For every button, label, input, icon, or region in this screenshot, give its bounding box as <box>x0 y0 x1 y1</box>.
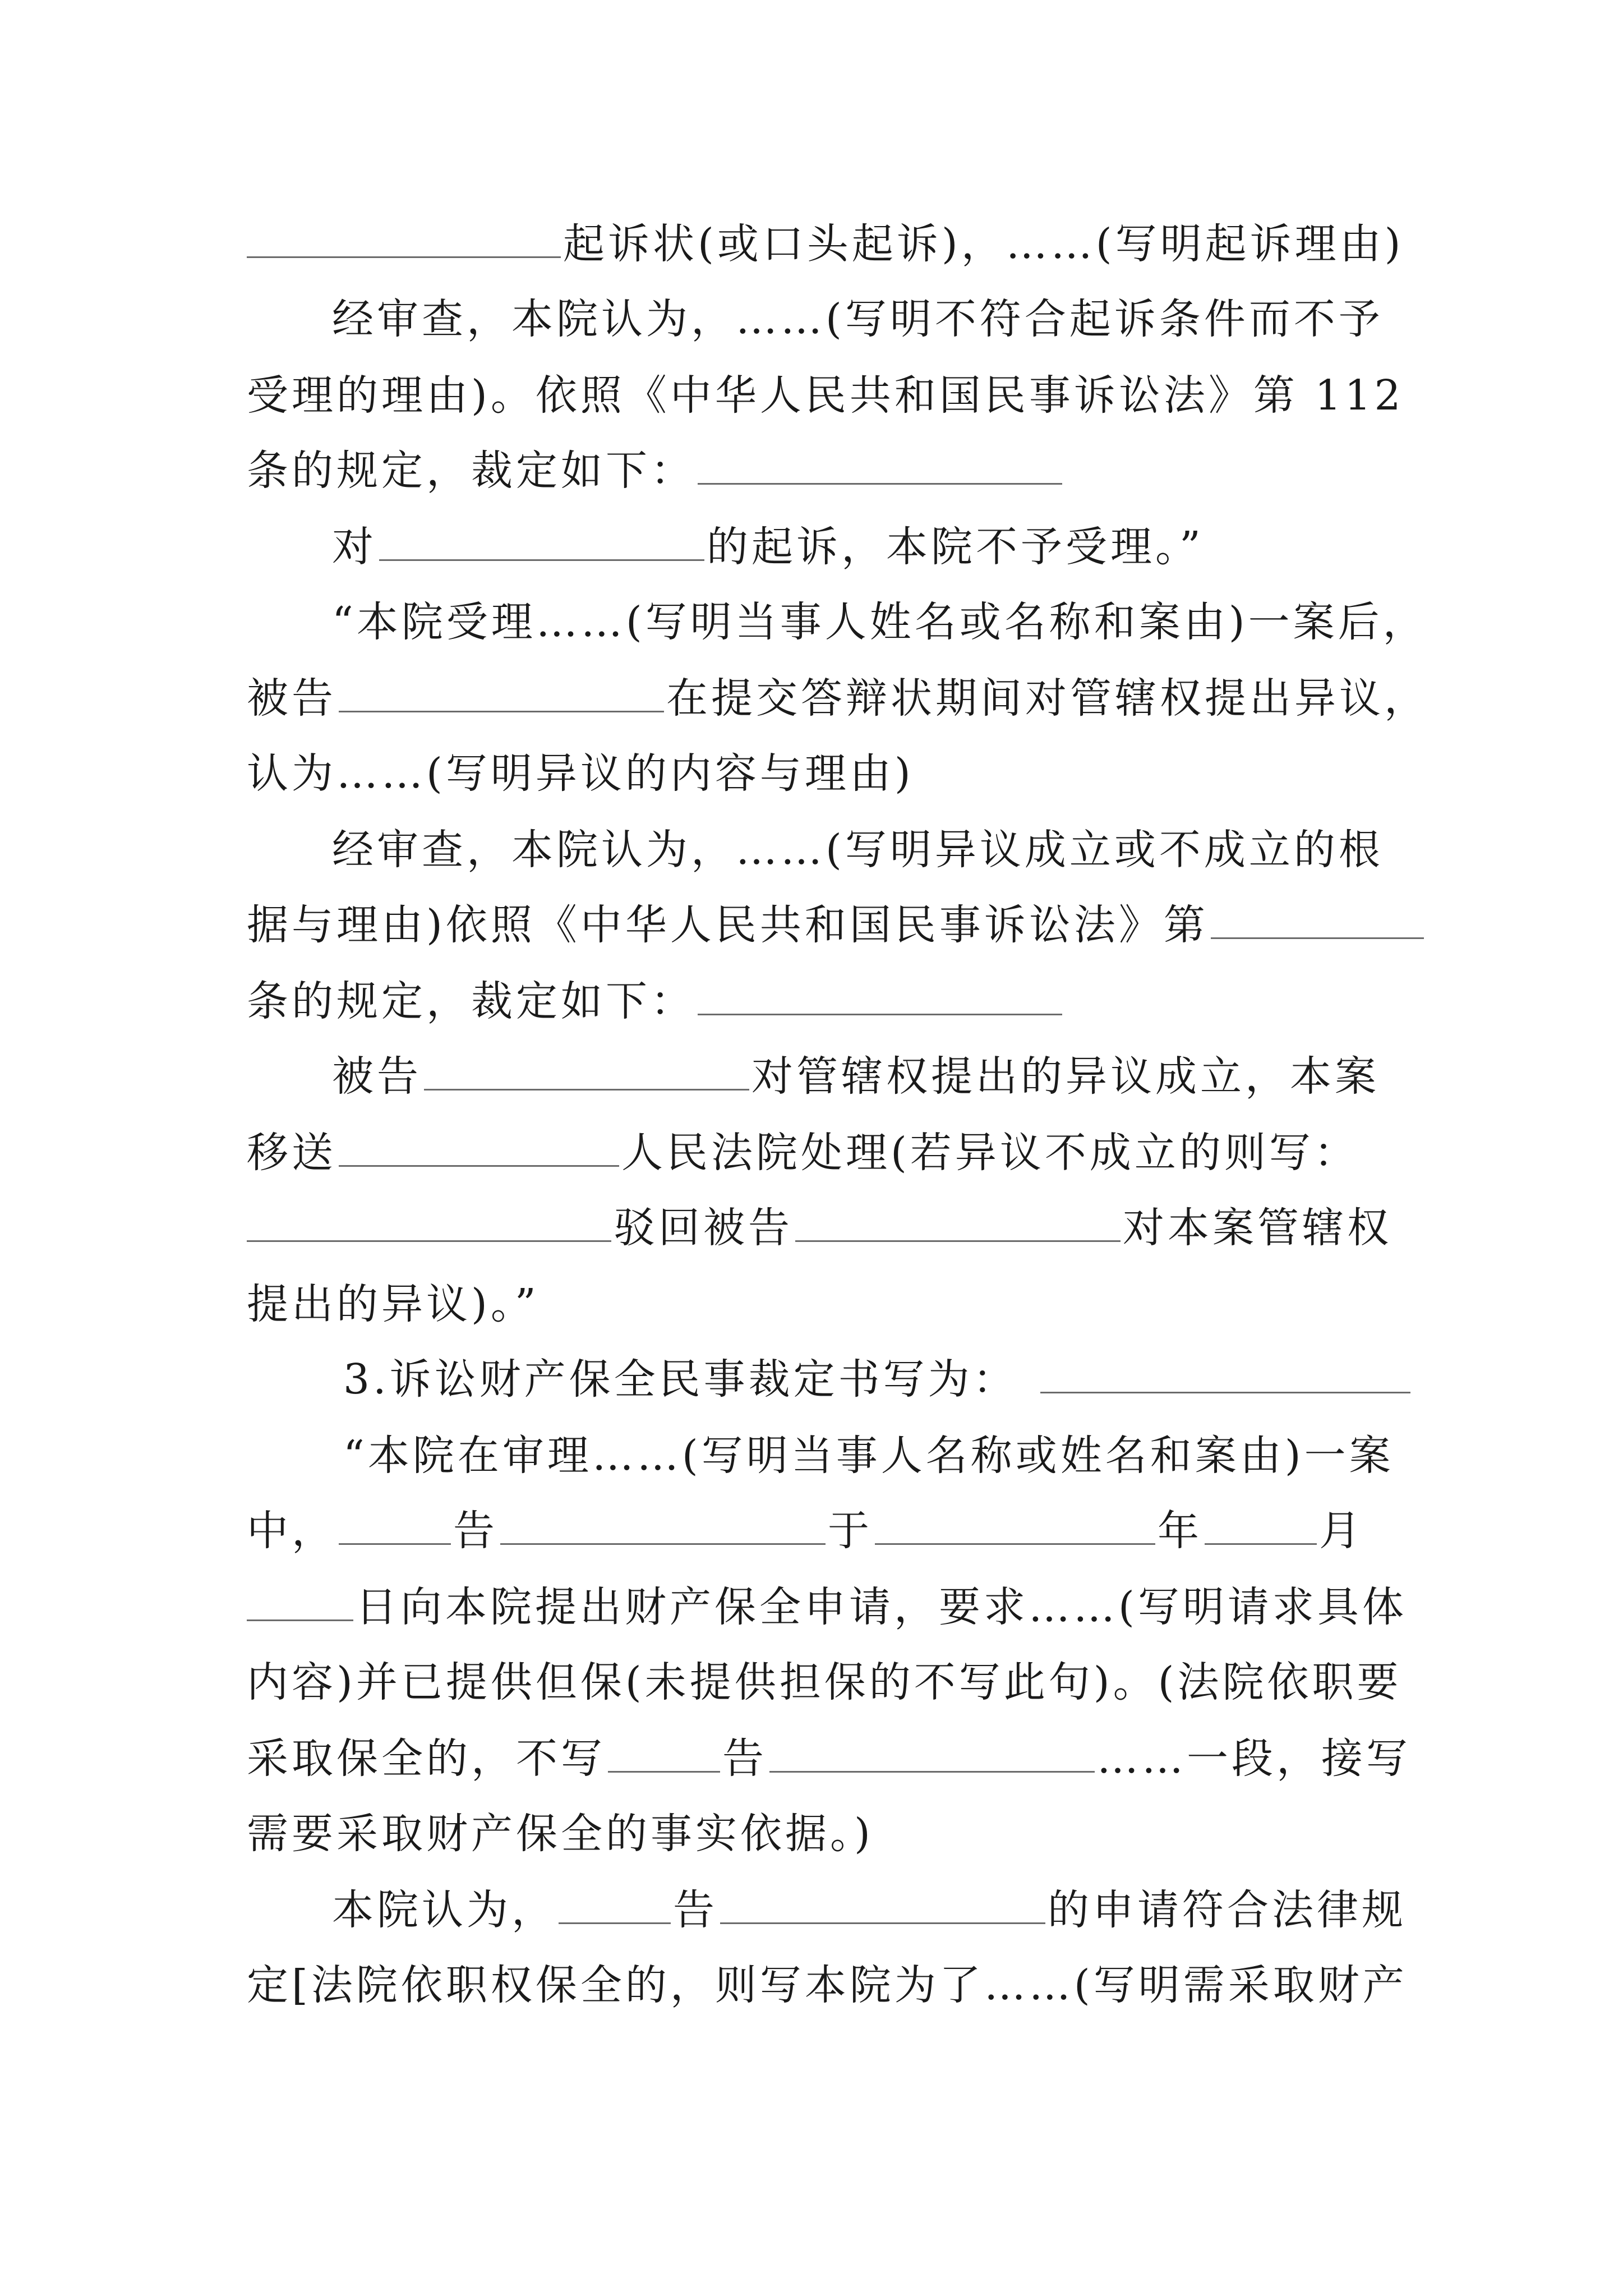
line-text: 条的规定，裁定如下： <box>247 447 695 495</box>
line-text: 内容)并已提供但保(未提供担保的不写此句)。(法院依职要 <box>247 1658 1402 1706</box>
text-line <box>247 1122 1359 1184</box>
line-text: 对 <box>332 523 377 571</box>
line-text: “本院受理……(写明当事人姓名或名称和案由)一案后， <box>332 598 1428 646</box>
fill-blank <box>339 1504 451 1545</box>
line-text: 被告 <box>332 1052 422 1101</box>
text-line <box>247 1576 1407 1638</box>
line-text: 于 <box>828 1507 873 1555</box>
line-text: 告 <box>722 1734 767 1783</box>
fill-blank <box>698 974 1062 1015</box>
fill-blank <box>247 1580 353 1621</box>
line-text: 对管辖权提出的异议成立，本案 <box>751 1052 1380 1101</box>
line-text: 需要采取财产保全的事实依据。) <box>247 1810 874 1858</box>
text-line <box>247 365 1404 426</box>
text-line <box>247 1651 1401 1713</box>
line-text: 经审查，本院认为，……(写明异议成立或不成立的根 <box>332 826 1384 874</box>
text-line <box>247 440 1064 501</box>
line-text: 在提交答辩状期间对管辖权提出异议， <box>666 674 1429 723</box>
text-line <box>247 1728 1411 1789</box>
fill-blank <box>500 1504 826 1545</box>
text-line <box>247 970 1064 1032</box>
fill-blank <box>247 1201 611 1242</box>
line-text: 提出的异议)。” <box>247 1280 540 1328</box>
line-text: 人民法院处理(若异议不成立的则写： <box>621 1129 1359 1177</box>
text-line <box>343 1425 1394 1487</box>
text-line <box>247 1500 1364 1562</box>
text-line <box>332 819 1384 881</box>
text-line <box>332 591 1428 653</box>
line-text: 中， <box>247 1507 336 1555</box>
line-text: 对本案管辖权 <box>1123 1204 1392 1252</box>
text-line <box>247 1197 1392 1259</box>
text-line <box>247 668 1429 729</box>
text-line <box>247 743 914 804</box>
line-text: 本院认为， <box>332 1886 556 1934</box>
text-line <box>332 516 1204 578</box>
fill-blank <box>247 217 561 258</box>
line-text: 告 <box>673 1886 718 1934</box>
fill-blank <box>339 671 664 712</box>
line-text: 告 <box>453 1507 498 1555</box>
line-text: 条的规定，裁定如下： <box>247 977 695 1025</box>
line-text: 月 <box>1319 1507 1364 1555</box>
fill-blank <box>769 1732 1095 1773</box>
line-text: 据与理由)依照《中华人民共和国民事诉讼法》第 <box>247 901 1209 949</box>
line-text: 受理的理由)。依照《中华人民共和国民事诉讼法》第 112 <box>247 371 1404 420</box>
text-line <box>247 1273 540 1335</box>
line-text: 年 <box>1158 1507 1202 1555</box>
text-line <box>332 1046 1380 1107</box>
fill-blank <box>720 1883 1045 1924</box>
fill-blank <box>339 1126 619 1167</box>
line-text: ……一段，接写 <box>1097 1734 1411 1783</box>
line-text: 被告 <box>247 674 336 723</box>
text-line <box>247 1803 874 1865</box>
fill-blank <box>698 444 1062 485</box>
fill-blank <box>1205 1504 1317 1545</box>
line-text: 驳回被告 <box>614 1204 793 1252</box>
text-line <box>247 894 1426 956</box>
line-text: “本院在审理……(写明当事人名称或姓名和案由)一案 <box>343 1432 1394 1480</box>
fill-blank <box>1040 1352 1410 1393</box>
fill-blank <box>379 520 704 561</box>
text-line <box>247 213 1404 275</box>
line-text: 3.诉讼财产保全民事裁定书写为： <box>343 1355 1018 1404</box>
line-text: 移送 <box>247 1129 336 1177</box>
text-line <box>247 1954 1408 2016</box>
text-line <box>332 288 1384 350</box>
fill-blank <box>1211 898 1424 939</box>
fill-blank <box>608 1732 720 1773</box>
text-line <box>332 1879 1407 1941</box>
fill-blank <box>559 1883 671 1924</box>
fill-blank <box>875 1504 1155 1545</box>
line-text: 采取保全的，不写 <box>247 1734 606 1783</box>
line-text: 认为……(写明异议的内容与理由) <box>247 749 914 798</box>
line-text: 经审查，本院认为，……(写明不符合起诉条件而不予 <box>332 295 1384 343</box>
text-line <box>343 1349 1413 1410</box>
line-text: 的申请符合法律规 <box>1048 1886 1407 1934</box>
line-text: 日向本院提出财产保全申请，要求……(写明请求具体 <box>356 1583 1407 1631</box>
line-text: 定[法院依职权保全的，则写本院为了……(写明需采取财产 <box>247 1961 1408 2009</box>
fill-blank <box>795 1201 1121 1242</box>
line-text: 的起诉，本院不予受理。” <box>707 523 1204 571</box>
line-text: 起诉状(或口头起诉)，……(写明起诉理由) <box>563 220 1404 268</box>
fill-blank <box>424 1050 749 1091</box>
